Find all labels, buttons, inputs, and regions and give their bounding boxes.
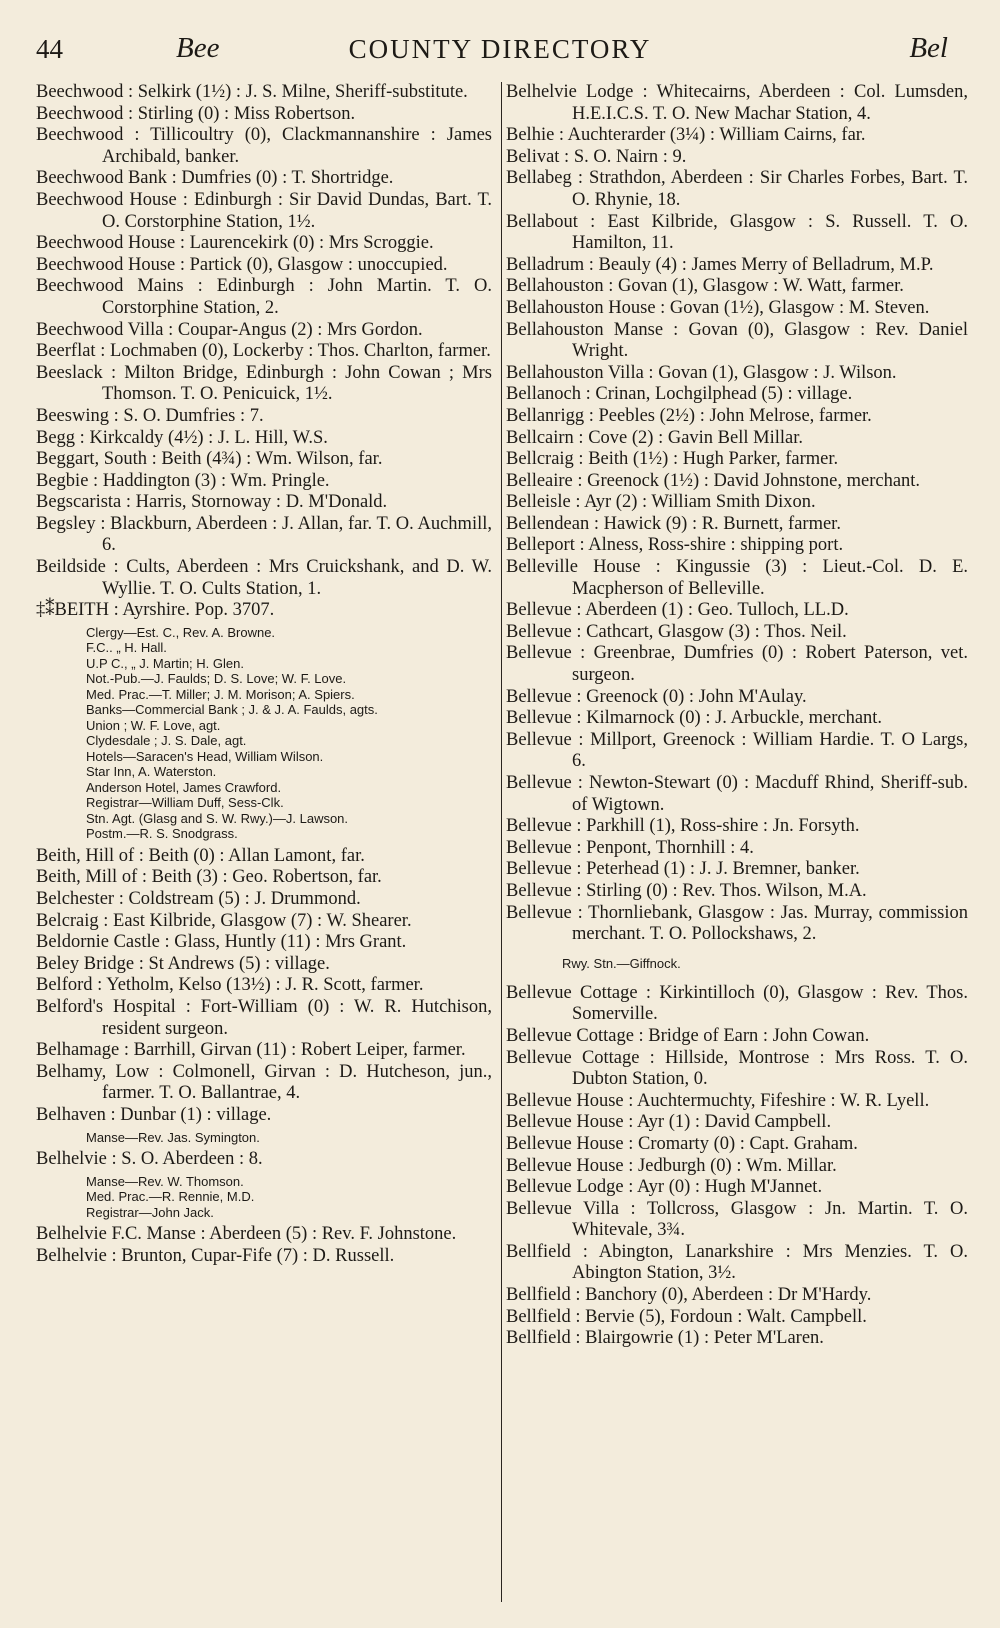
beith-detail-line: Star Inn, A. Waterston. xyxy=(86,764,217,780)
directory-entry: Belhie : Auchterarder (3¼) : William Cairns, far. xyxy=(506,125,866,146)
directory-entry: Belhelvie : S. O. Aberdeen : 8. xyxy=(36,1149,263,1170)
beith-detail-line: Clergy—Est. C., Rev. A. Browne. xyxy=(86,624,276,640)
directory-entry: Bellevue : Greenock (0) : John M'Aulay. xyxy=(506,686,807,707)
directory-entry: Begg : Kirkcaldy (4½) : J. L. Hill, W.S. xyxy=(36,427,328,448)
beith-detail-line: Postm.—R. S. Snodgrass. xyxy=(86,826,238,842)
left-catchword: Bee xyxy=(176,32,220,64)
directory-entry: Belladrum : Beauly (4) : James Merry of Belladrum, M.P. xyxy=(506,254,934,275)
beith-detail-line: Stn. Agt. (Glasg and S. W. Rwy.)—J. Lawson. xyxy=(86,810,349,826)
directory-entry: Beeswing : S. O. Dumfries : 7. xyxy=(36,405,264,426)
directory-entry: Belleville House : Kingussie (3) : Lieut.-Col. D. E. Macpherson of Belleville. xyxy=(506,557,968,599)
directory-entry: Bellevue : Parkhill (1), Ross-shire : Jn. Forsyth. xyxy=(506,816,860,837)
directory-entry: Bellevue : Cathcart, Glasgow (3) : Thos. Neil. xyxy=(506,621,847,642)
belhelvie-detail-line: Manse—Rev. W. Thomson. xyxy=(86,1173,244,1189)
directory-entry: Beldornie Castle : Glass, Huntly (11) : Mrs Grant. xyxy=(36,932,407,953)
directory-entry: Belchester : Coldstream (5) : J. Drummond. xyxy=(36,889,361,910)
page-number: 44 xyxy=(36,34,63,64)
directory-entry: Bellevue House : Cromarty (0) : Capt. Graham. xyxy=(506,1133,858,1154)
directory-entry: Beechwood Mains : Edinburgh : John Martin. T. O. Corstorphine Station, 2. xyxy=(36,276,492,318)
directory-entry: Beith, Mill of : Beith (3) : Geo. Robertson, far. xyxy=(36,867,382,888)
directory-entry: Bellahouston Manse : Govan (0), Glasgow : Rev. Daniel Wright. xyxy=(506,319,968,362)
belhelvie-detail-line: Med. Prac.—R. Rennie, M.D. xyxy=(86,1189,255,1205)
directory-entry: Bellevue Cottage : Hillside, Montrose : Mrs Ross. T. O. Dubton Station, 0. xyxy=(506,1047,968,1090)
beith-detail-line: Med. Prac.—T. Miller; J. M. Morison; A. Spiers. xyxy=(86,686,355,702)
beith-detail-line: Hotels—Saracen's Head, William Wilson. xyxy=(86,748,324,764)
directory-entry: Bellabout : East Kilbride, Glasgow : S. Russell. T. O. Hamilton, 11. xyxy=(506,211,968,254)
page-header xyxy=(36,34,964,74)
directory-entry: Beechwood House : Partick (0), Glasgow : unoccupied. xyxy=(36,254,448,275)
directory-entry: Bellfield : Banchory (0), Aberdeen : Dr M'Hardy. xyxy=(506,1285,872,1306)
directory-entry: Belhelvie : Brunton, Cupar-Fife (7) : D. Russell. xyxy=(36,1245,395,1266)
directory-entry: Bellahouston Villa : Govan (1), Glasgow : J. Wilson. xyxy=(506,362,897,383)
directory-entry: Belhamy, Low : Colmonell, Girvan : D. Hutcheson, jun., farmer. T. O. Ballantrae, 4. xyxy=(36,1061,492,1104)
beith-detail-line: Not.-Pub.—J. Faulds; D. S. Love; W. F. Love. xyxy=(86,671,347,687)
left-column xyxy=(36,82,492,1267)
directory-entry: Bellevue Cottage : Kirkintilloch (0), Glasgow : Rev. Thos. Somerville. xyxy=(506,982,968,1025)
beith-detail-line: Union ; W. F. Love, agt. xyxy=(86,717,221,733)
directory-entry: Beechwood House : Laurencekirk (0) : Mrs Scroggie. xyxy=(36,233,434,254)
directory-entry: Bellahouston House : Govan (1½), Glasgow : M. Steven. xyxy=(506,297,930,318)
directory-entry: Belleaire : Greenock (1½) : David Johnstone, merchant. xyxy=(506,470,921,491)
directory-entry: Bellahouston : Govan (1), Glasgow : W. Watt, farmer. xyxy=(506,276,904,297)
directory-entry: Beggart, South : Beith (4¾) : Wm. Wilson, far. xyxy=(36,449,383,470)
belhaven-detail-line: Manse—Rev. Jas. Symington. xyxy=(86,1129,260,1145)
directory-entry: Belhamage : Barrhill, Girvan (11) : Robert Leiper, farmer. xyxy=(36,1040,466,1061)
directory-entry: Beildside : Cults, Aberdeen : Mrs Cruickshank, and D. W. Wyllie. T. O. Cults Station, 1. xyxy=(36,557,492,599)
directory-entry: Bellevue House : Auchtermuchty, Fifeshire : W. R. Lyell. xyxy=(506,1090,930,1111)
directory-entry: Bellevue : Peterhead (1) : J. J. Bremner, banker. xyxy=(506,859,860,880)
directory-entry: Belford : Yetholm, Kelso (13½) : J. R. Scott, farmer. xyxy=(36,975,424,996)
directory-entry: Belford's Hospital : Fort-William (0) : W. R. Hutchison, resident surgeon. xyxy=(36,997,492,1039)
directory-entry: Beechwood : Selkirk (1½) : J. S. Milne, Sheriff-substitute. xyxy=(36,82,468,102)
directory-entry: Belleisle : Ayr (2) : William Smith Dixon. xyxy=(506,492,816,513)
directory-entry: Bellevue : Thornliebank, Glasgow : Jas. Murray, commission merchant. T. O. Pollockshaws, 2. xyxy=(506,902,968,945)
directory-entry: Bellcairn : Cove (2) : Gavin Bell Millar. xyxy=(506,427,803,448)
directory-entry: Bellfield : Bervie (5), Fordoun : Walt. Campbell. xyxy=(506,1306,867,1327)
column-divider xyxy=(501,82,502,1602)
directory-entry: Beechwood House : Edinburgh : Sir David Dundas, Bart. T. O. Corstorphine Station, 1½. xyxy=(36,189,492,232)
beith-detail-line: Clydesdale ; J. S. Dale, agt. xyxy=(86,733,247,749)
right-column xyxy=(506,82,968,1350)
directory-entry: Belivat : S. O. Nairn : 9. xyxy=(506,146,687,167)
directory-entry: Bellevue : Greenbrae, Dumfries (0) : Robert Paterson, vet. surgeon. xyxy=(506,643,968,686)
directory-entry: Belhaven : Dunbar (1) : village. xyxy=(36,1104,272,1125)
directory-entry: Bellevue House : Ayr (1) : David Campbell. xyxy=(506,1112,832,1133)
directory-entry: Begbie : Haddington (3) : Wm. Pringle. xyxy=(36,470,330,491)
directory-entry: Bellcraig : Beith (1½) : Hugh Parker, farmer. xyxy=(506,449,839,470)
directory-entry: Beith, Hill of : Beith (0) : Allan Lamont, far. xyxy=(36,845,365,866)
directory-entry: Bellevue Villa : Tollcross, Glasgow : Jn. Martin. T. O. Whitevale, 3¾. xyxy=(506,1198,968,1241)
directory-entry: Bellevue House : Jedburgh (0) : Wm. Millar. xyxy=(506,1155,837,1176)
directory-entry: Bellevue : Aberdeen (1) : Geo. Tulloch, LL.D. xyxy=(506,600,849,621)
beith-detail-line: U.P C., „ J. Martin; H. Glen. xyxy=(86,655,244,671)
directory-entry: Bellevue Cottage : Bridge of Earn : John Cowan. xyxy=(506,1025,870,1046)
directory-entry: Bellevue : Kilmarnock (0) : J. Arbuckle, merchant. xyxy=(506,708,883,729)
directory-entry: Bellevue : Penpont, Thornhill : 4. xyxy=(506,837,754,858)
directory-entry: Belcraig : East Kilbride, Glasgow (7) : W. Shearer. xyxy=(36,910,412,931)
directory-entry: Bellfield : Abington, Lanarkshire : Mrs Menzies. T. O. Abington Station, 3½. xyxy=(506,1241,968,1284)
railway-station-note: Rwy. Stn.—Giffnock. xyxy=(562,955,681,971)
beith-detail-line: Registrar—William Duff, Sess-Clk. xyxy=(86,795,284,811)
directory-entry: Bellanrigg : Peebles (2½) : John Melrose, farmer. xyxy=(506,405,872,426)
directory-entry: Beechwood Villa : Coupar-Angus (2) : Mrs Gordon. xyxy=(36,319,423,340)
beith-detail-line: Anderson Hotel, James Crawford. xyxy=(86,779,282,795)
directory-entry: Begsley : Blackburn, Aberdeen : J. Allan, far. T. O. Auchmill, 6. xyxy=(36,513,492,556)
directory-entry: Bellanoch : Crinan, Lochgilphead (5) : village. xyxy=(506,384,853,405)
directory-entry: Bellevue Lodge : Ayr (0) : Hugh M'Jannet. xyxy=(506,1177,823,1198)
directory-entry: Beechwood : Tillicoultry (0), Clackmannanshire : James Archibald, banker. xyxy=(36,125,492,167)
directory-entry: Belhelvie Lodge : Whitecairns, Aberdeen : Col. Lumsden, H.E.I.C.S. T. O. New Machar Station, 4. xyxy=(506,82,968,124)
beith-detail-line: Banks—Commercial Bank ; J. & J. A. Faulds, agts. xyxy=(86,702,378,718)
directory-entry: Bellevue : Millport, Greenock : William Hardie. T. O Largs, 6. xyxy=(506,729,968,772)
directory-entry: Beley Bridge : St Andrews (5) : village. xyxy=(36,953,330,974)
directory-entry: Bellfield : Blairgowrie (1) : Peter M'Laren. xyxy=(506,1328,824,1349)
belhelvie-detail-line: Registrar—John Jack. xyxy=(86,1204,214,1220)
directory-entry: ‡⁑BEITH : Ayrshire. Pop. 3707. xyxy=(36,600,275,621)
directory-entry: Bellendean : Hawick (9) : R. Burnett, farmer. xyxy=(506,513,841,534)
directory-entry: Beechwood : Stirling (0) : Miss Robertson. xyxy=(36,103,356,124)
directory-entry: Begscarista : Harris, Stornoway : D. M'Donald. xyxy=(36,492,388,513)
directory-entry: Beerflat : Lochmaben (0), Lockerby : Thos. Charlton, farmer. xyxy=(36,341,491,362)
page-title: COUNTY DIRECTORY xyxy=(348,34,652,64)
directory-entry: Belhelvie F.C. Manse : Aberdeen (5) : Rev. F. Johnstone. xyxy=(36,1224,457,1245)
directory-entry: Bellabeg : Strathdon, Aberdeen : Sir Charles Forbes, Bart. T. O. Rhynie, 18. xyxy=(506,168,968,210)
directory-entry: Beechwood Bank : Dumfries (0) : T. Shortridge. xyxy=(36,168,394,189)
directory-entry: Bellevue : Newton-Stewart (0) : Macduff Rhind, Sheriff-sub. of Wigtown. xyxy=(506,773,968,815)
directory-entry: Bellevue : Stirling (0) : Rev. Thos. Wilson, M.A. xyxy=(506,880,867,901)
directory-entry: Beeslack : Milton Bridge, Edinburgh : John Cowan ; Mrs Thomson. T. O. Penicuick, 1½. xyxy=(36,362,492,405)
directory-entry: Belleport : Alness, Ross-shire : shipping port. xyxy=(506,535,844,556)
beith-detail-line: F.C.. „ H. Hall. xyxy=(86,640,167,656)
right-catchword: Bel xyxy=(909,32,948,64)
